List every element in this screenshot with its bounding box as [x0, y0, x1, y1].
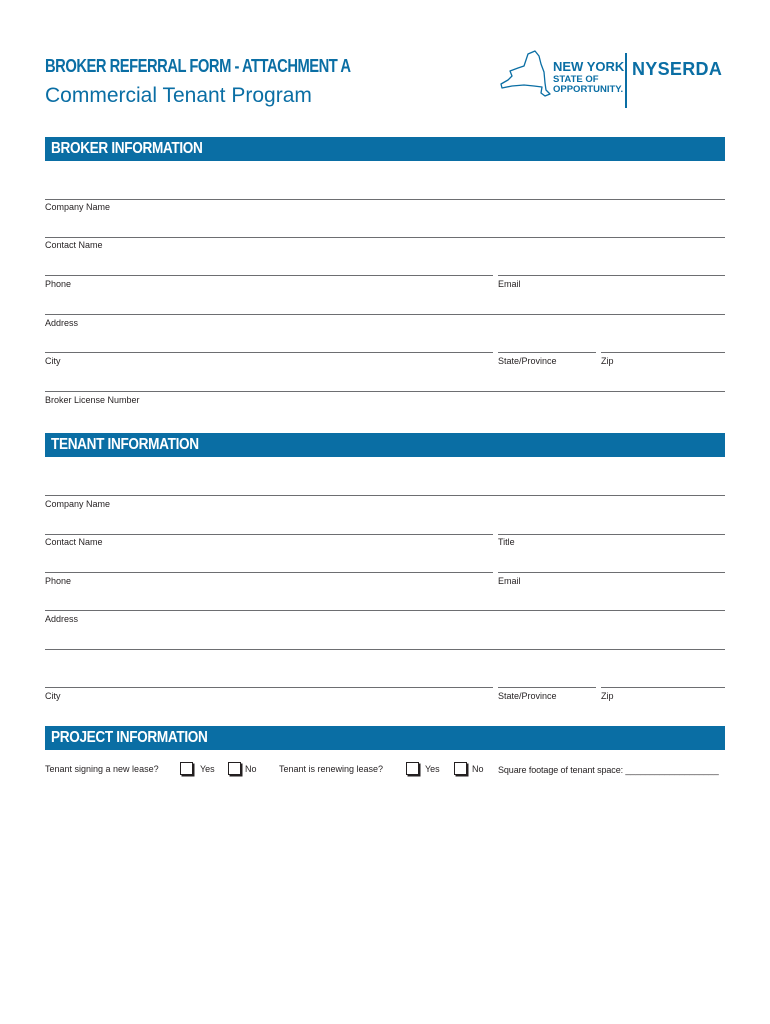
form-title: BROKER REFERRAL FORM - ATTACHMENT A	[45, 56, 351, 76]
tenant-company-name-label: Company Name	[45, 499, 111, 509]
broker-zip-field[interactable]	[601, 352, 725, 353]
tenant-address-label: Address	[45, 614, 79, 624]
tenant-address-line2-field[interactable]	[45, 649, 725, 650]
new-lease-yes-checkbox[interactable]	[180, 762, 193, 775]
tenant-title-field[interactable]	[498, 534, 725, 535]
logo-opportunity: OPPORTUNITY.	[553, 84, 624, 95]
broker-phone-label: Phone	[45, 279, 72, 289]
broker-company-name-label: Company Name	[45, 202, 111, 212]
project-section-header	[45, 726, 725, 750]
new-lease-yes-label: Yes	[200, 764, 215, 774]
new-lease-no-checkbox[interactable]	[228, 762, 241, 775]
tenant-state-label: State/Province	[498, 691, 557, 701]
tenant-section-title: TENANT INFORMATION	[51, 436, 199, 453]
new-lease-no-label: No	[245, 764, 257, 774]
tenant-contact-name-label: Contact Name	[45, 537, 103, 547]
tenant-city-field[interactable]	[45, 687, 493, 688]
broker-zip-label: Zip	[601, 356, 614, 366]
renewing-lease-yes-checkbox[interactable]	[406, 762, 419, 775]
broker-section-header	[45, 137, 725, 161]
broker-email-label: Email	[498, 279, 521, 289]
logo-nyserda: NYSERDA	[632, 59, 723, 79]
new-york-state-map-icon	[498, 50, 554, 102]
renewing-lease-no-checkbox[interactable]	[454, 762, 467, 775]
nyserda-logo	[498, 50, 728, 110]
tenant-company-name-field[interactable]	[45, 495, 725, 496]
renewing-lease-yes-label: Yes	[425, 764, 440, 774]
logo-new-york: NEW YORK	[553, 59, 625, 74]
broker-city-field[interactable]	[45, 352, 493, 353]
new-lease-question: Tenant signing a new lease?	[45, 764, 159, 774]
broker-license-label: Broker License Number	[45, 395, 140, 405]
broker-license-field[interactable]	[45, 391, 725, 392]
tenant-title-label: Title	[498, 537, 515, 547]
form-subtitle: Commercial Tenant Program	[45, 84, 312, 107]
broker-section-title: BROKER INFORMATION	[51, 140, 203, 157]
broker-company-name-field[interactable]	[45, 199, 725, 200]
broker-phone-field[interactable]	[45, 275, 493, 276]
tenant-phone-label: Phone	[45, 576, 72, 586]
project-section-title: PROJECT INFORMATION	[51, 729, 208, 746]
broker-address-label: Address	[45, 318, 79, 328]
tenant-zip-field[interactable]	[601, 687, 725, 688]
broker-email-field[interactable]	[498, 275, 725, 276]
renewing-lease-question: Tenant is renewing lease?	[279, 764, 384, 774]
broker-city-label: City	[45, 356, 61, 366]
tenant-section-header	[45, 433, 725, 457]
tenant-email-label: Email	[498, 576, 521, 586]
tenant-city-label: City	[45, 691, 61, 701]
renewing-lease-no-label: No	[472, 764, 484, 774]
tenant-email-field[interactable]	[498, 572, 725, 573]
tenant-zip-label: Zip	[601, 691, 614, 701]
tenant-phone-field[interactable]	[45, 572, 493, 573]
logo-state-of: STATE OF	[553, 74, 599, 85]
tenant-state-field[interactable]	[498, 687, 596, 688]
logo-divider	[625, 53, 627, 108]
broker-address-field[interactable]	[45, 314, 725, 315]
tenant-contact-name-field[interactable]	[45, 534, 493, 535]
tenant-address-field[interactable]	[45, 610, 725, 611]
broker-state-label: State/Province	[498, 356, 557, 366]
logo-state-of-opportunity	[553, 75, 623, 95]
square-footage-field[interactable]: Square footage of tenant space: ___________________	[498, 765, 719, 775]
broker-contact-name-field[interactable]	[45, 237, 725, 238]
broker-contact-name-label: Contact Name	[45, 240, 103, 250]
broker-state-field[interactable]	[498, 352, 596, 353]
